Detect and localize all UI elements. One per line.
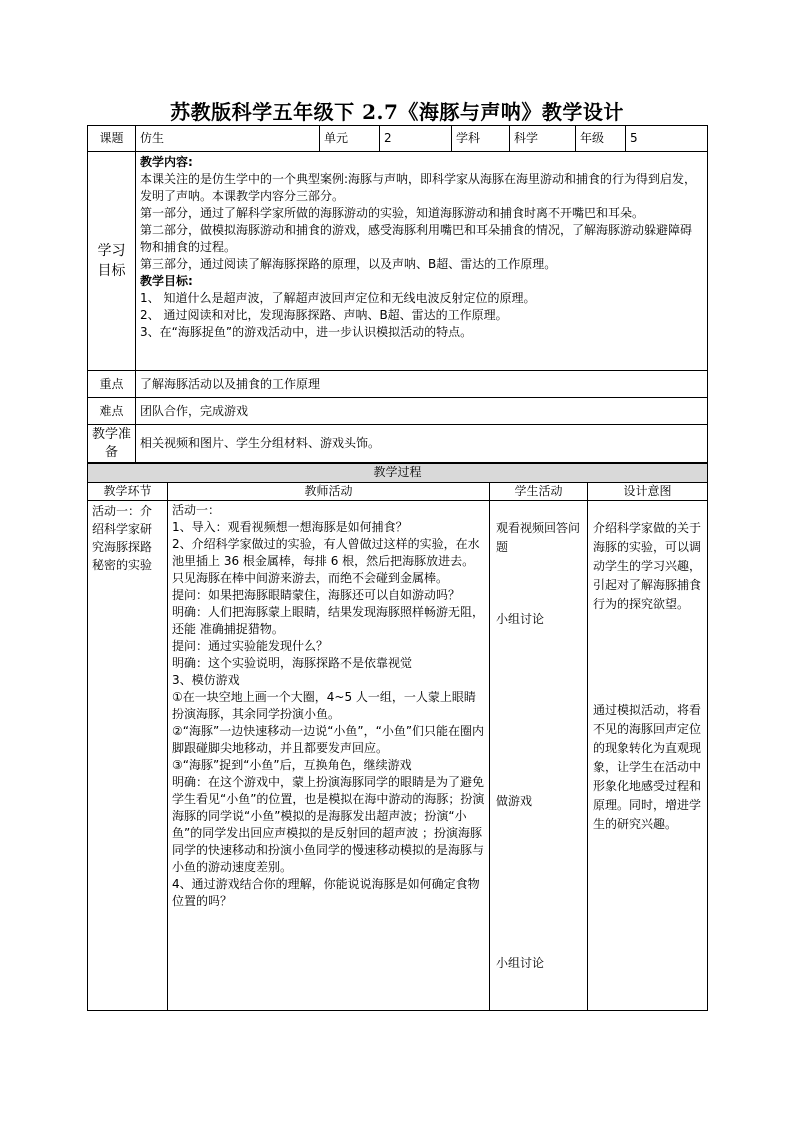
lesson-info-table — [87, 125, 708, 463]
teacher-line: 明确：这个实验说明，海豚探路不是依靠视觉 — [172, 656, 413, 670]
teacher-line: ②“海豚”一边快速移动一边说“小鱼”，“小鱼”们只能在圈内脚跟碰脚尖地移动，并且都要发声回应。 — [172, 724, 485, 755]
student-activity: 观看视频回答问题 — [496, 521, 581, 554]
objective-item: 3、在“海豚捉鱼”的游戏活动中，进一步认识模拟活动的特点。 — [140, 325, 473, 339]
info-row — [88, 126, 708, 152]
prep-row — [88, 425, 708, 463]
grade-value: 5 — [626, 126, 708, 152]
teacher-line: 3、模仿游戏 — [172, 673, 240, 687]
difficulty-label: 难点 — [88, 398, 136, 425]
document-title: 苏教版科学五年级下 2.7《海豚与声呐》教学设计 — [170, 100, 624, 124]
process-table — [87, 463, 708, 1011]
subject-value: 科学 — [510, 126, 576, 152]
teacher-line: ①在一块空地上画一个大圈，4~5 人一组，一人蒙上眼睛扮演海豚，其余同学扮演小鱼。 — [172, 690, 476, 721]
key-point-row — [88, 371, 708, 398]
column-header-stage: 教学环节 — [88, 483, 168, 501]
teacher-line: 活动一： — [172, 503, 221, 517]
design-intent: 介绍科学家做的关于海豚的实验，可以调动学生的学习兴趣，引起对了解海豚捕食行为的探究欲望。 — [593, 521, 702, 611]
content-heading: 教学内容: — [140, 155, 193, 169]
key-point-label: 重点 — [88, 371, 136, 398]
activity-row — [88, 501, 708, 1011]
content-line: 本课关注的是仿生学中的一个典型案例:海豚与声呐，即科学家从海豚在海里游动和捕食的行为得到启发，发明了声呐。本课教学内容分三部分。 — [140, 172, 697, 203]
goals-row — [88, 152, 708, 371]
prep-value: 相关视频和图片、学生分组材料、游戏头饰。 — [136, 425, 708, 463]
goals-label: 学习目标 — [88, 152, 136, 371]
column-header-row — [88, 483, 708, 501]
unit-value: 2 — [380, 126, 452, 152]
objective-item: 1、 知道什么是超声波，了解超声波回声定位和无线电波反射定位的原理。 — [140, 291, 536, 305]
process-header-row — [88, 464, 708, 483]
student-activity: 小组讨论 — [496, 956, 545, 970]
teacher-line: 4、通过游戏结合你的理解，你能说说海豚是如何确定食物位置的吗？ — [172, 877, 480, 908]
unit-label: 单元 — [320, 126, 380, 152]
goals-content — [136, 152, 708, 371]
design-intent: 通过模拟活动，将看不见的海豚回声定位的现象转化为直观现象，让学生在活动中形象化地感受过程和原理。同时，增进学生的研究兴趣。 — [593, 703, 702, 831]
key-point-value: 了解海豚活动以及捕食的工作原理 — [136, 371, 708, 398]
subject-label: 学科 — [452, 126, 510, 152]
objective-item: 2、 通过阅读和对比，发现海豚探路、声呐、B超、雷达的工作原理。 — [140, 308, 508, 322]
objectives-heading: 教学目标: — [140, 274, 193, 288]
course-value: 仿生 — [136, 126, 320, 152]
student-activity: 小组讨论 — [496, 612, 545, 626]
content-line: 第三部分，通过阅读了解海豚探路的原理，以及声呐、B超、雷达的工作原理。 — [140, 257, 557, 271]
student-cell — [490, 501, 588, 1011]
teacher-cell — [168, 501, 490, 1011]
course-label: 课题 — [88, 126, 136, 152]
intent-cell — [588, 501, 708, 1011]
column-header-teacher: 教师活动 — [168, 483, 490, 501]
teacher-line: 提问：通过实验能发现什么？ — [172, 639, 329, 653]
student-activity: 做游戏 — [496, 794, 533, 808]
process-header: 教学过程 — [88, 464, 708, 483]
teacher-line: 1、导入：观看视频想一想海豚是如何捕食？ — [172, 520, 408, 534]
teacher-line: 明确：在这个游戏中，蒙上扮演海豚同学的眼睛是为了避免学生看见“小鱼”的位置，也是模拟在海中游动的海豚；扮演海豚的同学说“小鱼”模拟的是海豚发出超声波；扮演“小鱼”的同学发出回应声模拟的是反射回的超声波 ；扮演海豚同学的快速移动和扮演小鱼同学的慢速移动模拟的是海豚与小鱼的游动速度差别。 — [172, 775, 485, 874]
teacher-line: 2、介绍科学家做过的实验，有人曾做过这样的实验，在水池里插上 36 根金属棒，每排 6 根，然后把海豚放进去。只见海豚在棒中间游来游去，而绝不会碰到金属棒。 — [172, 537, 480, 585]
column-header-student: 学生活动 — [490, 483, 588, 501]
difficulty-value: 团队合作，完成游戏 — [136, 398, 708, 425]
teacher-line: ③“海豚”捉到“小鱼”后，互换角色，继续游戏 — [172, 758, 412, 772]
content-line: 第一部分，通过了解科学家所做的海豚游动的实验，知道海豚游动和捕食时离不开嘴巴和耳朵。 — [140, 206, 645, 220]
content-line: 第二部分，做模拟海豚游动和捕食的游戏，感受海豚利用嘴巴和耳朵捕食的情况，了解海豚游动躲避障碍物和捕食的过程。 — [140, 223, 693, 254]
column-header-intent: 设计意图 — [588, 483, 708, 501]
prep-label: 教学准备 — [88, 425, 136, 463]
difficulty-row — [88, 398, 708, 425]
stage-cell: 活动一：介绍科学家研究海豚探路秘密的实验 — [88, 501, 168, 1011]
grade-label: 年级 — [576, 126, 626, 152]
teacher-line: 明确：人们把海豚蒙上眼睛，结果发现海豚照样畅游无阻，还能 准确捕捉猎物。 — [172, 605, 485, 636]
teacher-line: 提问：如果把海豚眼睛蒙住，海豚还可以自如游动吗？ — [172, 588, 461, 602]
